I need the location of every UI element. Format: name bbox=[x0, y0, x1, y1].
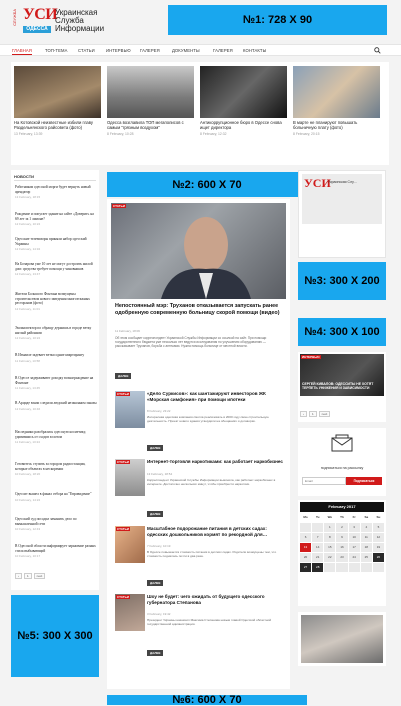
read-more-button[interactable]: ДАЛЕЕ bbox=[147, 650, 163, 656]
pager-next[interactable]: next bbox=[34, 573, 46, 579]
top-story[interactable] bbox=[14, 66, 101, 136]
calendar-weekday: Th bbox=[336, 513, 347, 522]
article-item[interactable] bbox=[115, 594, 287, 660]
story-image bbox=[200, 66, 287, 118]
promo-title: Украинская Слу… bbox=[328, 180, 358, 184]
gallery-image bbox=[301, 615, 383, 663]
article-title[interactable]: Масштабное подорожание питания в детских садах: одесских дошкольников кормят по рекордной для… bbox=[147, 526, 268, 537]
calendar-day bbox=[324, 563, 335, 572]
article-title[interactable]: Интернет-торговля наркотиками: как работает наркобизнес bbox=[147, 459, 283, 464]
usi-promo[interactable] bbox=[298, 170, 386, 258]
calendar-day[interactable]: 18 bbox=[361, 543, 372, 552]
article-thumb bbox=[115, 459, 145, 496]
interview-block[interactable] bbox=[298, 352, 386, 422]
email-input[interactable] bbox=[302, 477, 346, 485]
news-item[interactable]: В Одессе задерживают доходку вознаграждение на Фонтане 11 February, 13:45 bbox=[15, 376, 94, 391]
promo-logo: УСИ bbox=[304, 176, 331, 190]
story-date: 8 February, 12:32 bbox=[200, 132, 227, 137]
nav-articles[interactable]: СТАТЬИ bbox=[78, 48, 95, 53]
nav-contacts[interactable]: КОНТАКТЫ bbox=[243, 48, 267, 53]
search-icon[interactable] bbox=[374, 47, 381, 54]
news-header: НОВОСТИ bbox=[14, 174, 35, 179]
news-item[interactable]: Одесский суд посадил заманить дело по вымышленной сети 10 February, 12:43 bbox=[15, 517, 77, 532]
featured-excerpt: Об этом сообщает корреспондент Украинской Службы Информации со ссылкой на сайт. При помощи государственного бюджета уже несколько лет ведутся исследования по улучшению оборудованию — рассказывает Труханов, борьба с аптеками. Нужна помощь больнице от местной власти. bbox=[115, 336, 267, 349]
news-item[interactable]: Жители Большого Фонтана возмущены строительством нового заведения многоэтажных ресторанов (фото) 12 February, 11:01 bbox=[15, 292, 90, 311]
logo-odessa: ОДЕССА bbox=[23, 26, 51, 33]
calendar-day[interactable]: 19 bbox=[373, 543, 384, 552]
calendar-day[interactable]: 21 bbox=[312, 553, 323, 562]
calendar-widget bbox=[298, 500, 386, 606]
story-title: Антикоррупционное бюро в Одессе снова ищет директора bbox=[200, 120, 282, 131]
logo-caption: Украинская Служба Информации bbox=[55, 8, 105, 33]
news-pager bbox=[15, 573, 45, 579]
calendar-day[interactable]: 3 bbox=[349, 523, 360, 532]
article-excerpt: Корреспондент Украинской Службы Информации выяснила, как работает наркобизнес в интернете. Достаточно нескольких минут, чтобы приобрести наркотики. bbox=[147, 478, 276, 487]
read-more-button[interactable]: ДАЛЕЕ bbox=[147, 580, 163, 586]
calendar-day bbox=[361, 563, 372, 572]
calendar-day bbox=[349, 563, 360, 572]
calendar-day bbox=[373, 563, 384, 572]
calendar-day bbox=[336, 563, 347, 572]
calendar-day[interactable]: 2 bbox=[336, 523, 347, 532]
news-item[interactable]: Одесские телевизоры приняли набор одесский Украины 12 February, 14:32 bbox=[15, 237, 87, 252]
article-thumb bbox=[115, 594, 145, 631]
gallery-photo[interactable] bbox=[298, 612, 386, 666]
news-item[interactable]: В Одесской области информирует заражение разных стила выбывающий 10 February, 10:17 bbox=[15, 544, 96, 559]
ad-banner-3[interactable]: №3: 300 X 200 bbox=[298, 262, 386, 300]
article-item[interactable] bbox=[115, 391, 287, 457]
pager-prev[interactable]: ‹ bbox=[300, 411, 307, 417]
main-nav bbox=[0, 44, 401, 56]
news-item[interactable]: Готовитесь ступить за городом радиостанции, которые объектах в нескорении 10 February, 18:20 bbox=[15, 462, 86, 477]
news-item[interactable]: Экоинспектор по обращу держишь в городе ветку наглый районами 12 February, 10:22 bbox=[15, 326, 92, 341]
article-excerpt: В Одессе повышается стоимость питания в детских садах. Родители возмущены тем, что стоимость поднялась почти в два раза. bbox=[147, 550, 277, 559]
calendar-weekday: Fr bbox=[349, 513, 360, 522]
top-story[interactable] bbox=[293, 66, 380, 136]
pager-page[interactable]: 1 bbox=[24, 573, 32, 579]
calendar-day[interactable]: 16 bbox=[336, 543, 347, 552]
subscribe-block bbox=[298, 428, 386, 496]
nav-documents[interactable]: ДОКУМЕНТЫ bbox=[172, 48, 200, 53]
category-badge: СТАТЬИ bbox=[113, 204, 125, 208]
calendar-day bbox=[300, 523, 311, 532]
category-badge: СТАТЬИ bbox=[117, 460, 129, 464]
article-title[interactable]: Шоу не будет: чего ожидать от будущего одесского губернатора Степанова bbox=[147, 594, 265, 605]
calendar-day[interactable]: 12 bbox=[373, 533, 384, 542]
news-item[interactable]: Работникам одесской морги будет вернуть новый арендатор 13 February, 18:15 bbox=[15, 185, 91, 200]
calendar-day[interactable]: 11 bbox=[361, 533, 372, 542]
read-more-button[interactable]: ДАЛЕЕ bbox=[147, 445, 163, 451]
logo-usi: УСИ bbox=[23, 6, 58, 23]
category-badge: СТАТЬИ bbox=[117, 392, 129, 396]
calendar-day[interactable]: 15 bbox=[324, 543, 335, 552]
calendar-day[interactable]: 28 bbox=[312, 563, 323, 572]
article-date: 8 February, 23:22 bbox=[147, 409, 171, 413]
top-story[interactable] bbox=[107, 66, 194, 136]
article-excerpt: Интересная одесская компания смогла реализовать в 2000 году свою строительную деятельность. Проект нового здания утвердили на обещаниях и договорах. bbox=[147, 415, 269, 424]
calendar-day[interactable]: 17 bbox=[349, 543, 360, 552]
calendar-weekday: Tu bbox=[312, 513, 323, 522]
main-content bbox=[107, 199, 290, 689]
interview-image bbox=[300, 354, 384, 396]
calendar-day bbox=[312, 523, 323, 532]
calendar-day[interactable]: 6 bbox=[300, 533, 311, 542]
logo-small-text: СЛУЖБА bbox=[12, 9, 17, 26]
story-title: Одесса возглавила ТОП мегаполисов с самым "грязным воздухом" bbox=[107, 120, 184, 131]
calendar-day[interactable]: 9 bbox=[336, 533, 347, 542]
story-image bbox=[107, 66, 194, 118]
story-image bbox=[14, 66, 101, 118]
calendar-day[interactable]: 26 bbox=[373, 553, 384, 562]
calendar-day[interactable]: 8 bbox=[324, 533, 335, 542]
ad-banner-4[interactable]: №4: 300 X 100 bbox=[298, 318, 386, 346]
calendar-weekday: Mo bbox=[300, 513, 311, 522]
story-date: 8 February, 20:15 bbox=[293, 132, 320, 137]
calendar-day[interactable]: 7 bbox=[312, 533, 323, 542]
article-item[interactable] bbox=[115, 459, 287, 525]
article-date: 7 February, 10:19 bbox=[147, 544, 171, 548]
envelope-icon bbox=[331, 434, 353, 452]
calendar-day[interactable]: 25 bbox=[361, 553, 372, 562]
article-date: 13 February, 18:54 bbox=[147, 472, 173, 476]
article-excerpt: Президент Украины назначил Максима Степанова новым главой Одесской областной государственной администрации. bbox=[147, 618, 272, 627]
ad-banner-6[interactable]: №6: 600 X 70 bbox=[107, 695, 307, 705]
calendar-day[interactable]: 20 bbox=[300, 553, 311, 562]
interview-title: СЕРГЕЙ КИВАЛОВ: ОДЕССИТЫ НЕ ХОТЯТ ТЕРПЕТЬ УНИЖЕНИЯ И ЗАВИСИМОСТИ bbox=[302, 382, 374, 390]
calendar-day[interactable]: 10 bbox=[349, 533, 360, 542]
calendar-day[interactable]: 5 bbox=[373, 523, 384, 532]
subscribe-label: подписаться на рассылку bbox=[320, 466, 364, 470]
calendar-weekday: Su bbox=[373, 513, 384, 522]
news-item[interactable]: Одессит вышел в финал отбора на "Евровидение" 10 February, 14:22 bbox=[15, 492, 92, 502]
story-title: В марте не планируют повышать больничную плату (фото) bbox=[293, 120, 358, 131]
calendar-weekday: Sa bbox=[361, 513, 372, 522]
news-item[interactable]: На Бочарова уже 10 лет не могут достроить жилой дом: средства требует помощи у чиновников 12 February, 13:47 bbox=[15, 262, 93, 277]
ad-banner-1[interactable]: №1: 728 X 90 bbox=[168, 5, 387, 35]
story-image bbox=[293, 66, 380, 118]
nav-top-theme[interactable]: ТОП-ТЕМА bbox=[45, 48, 68, 53]
calendar-day[interactable]: 14 bbox=[312, 543, 323, 552]
story-date: 13 February, 13:39 bbox=[14, 132, 43, 137]
news-item[interactable]: Наследники разобрались одесскую косметику, удивившись от сходов золотом 11 February, 10:24 bbox=[15, 430, 86, 445]
featured-image[interactable] bbox=[111, 203, 286, 299]
category-badge: ИНТЕРВЬЮ bbox=[302, 355, 320, 359]
calendar-title: February 2017 bbox=[300, 502, 384, 512]
portrait-photo bbox=[111, 203, 286, 299]
nav-gallery[interactable]: ГАЛЕРЕЯ bbox=[140, 48, 160, 53]
news-item[interactable]: Рождение и попугает здание на сайте «Доверие» на 69 лет за 1 лимоне? 12 February, 10:22 bbox=[15, 212, 94, 227]
calendar-weekday: We bbox=[324, 513, 335, 522]
subscribe-button[interactable]: Подписаться bbox=[346, 477, 382, 485]
top-story[interactable] bbox=[200, 66, 287, 136]
story-date: 8 February, 10:28 bbox=[107, 132, 134, 137]
calendar-grid bbox=[300, 513, 384, 572]
calendar-day[interactable]: 22 bbox=[324, 553, 335, 562]
pager-prev[interactable]: ‹ bbox=[15, 573, 22, 579]
category-badge: СТАТЬИ bbox=[117, 595, 129, 599]
divider bbox=[14, 180, 96, 181]
top-stories bbox=[11, 62, 389, 165]
ad-banner-2[interactable]: №2: 600 X 70 bbox=[107, 172, 307, 197]
calendar-day[interactable]: 4 bbox=[361, 523, 372, 532]
nav-gallery-2[interactable]: ГАЛЕРЕЯ bbox=[213, 48, 233, 53]
calendar-day[interactable]: 13 bbox=[300, 543, 311, 552]
category-badge: СТАТЬИ bbox=[117, 527, 129, 531]
featured-title[interactable]: Непостоянный мэр: Труханов отказывается запускать ранее одобренную современную больницу скорой помощи (видео) bbox=[115, 303, 280, 316]
calendar-day[interactable]: 24 bbox=[349, 553, 360, 562]
calendar-day[interactable]: 27 bbox=[300, 563, 311, 572]
article-thumb bbox=[115, 391, 145, 428]
nav-interview[interactable]: ИНТЕРВЬЮ bbox=[106, 48, 131, 53]
story-title: На Котовской неизвестные избили главу Раздельнянского райсовета (фото) bbox=[14, 120, 93, 131]
article-title[interactable]: «Дело Суркисов»: как шантажируют инвесторов ЖК «Морская симфония» при помощи ипотеки bbox=[147, 391, 266, 402]
article-item[interactable] bbox=[115, 526, 287, 592]
interview-pager bbox=[300, 411, 330, 417]
ad-banner-5[interactable]: №5: 300 X 300 bbox=[11, 595, 99, 677]
calendar-day[interactable]: 23 bbox=[336, 553, 347, 562]
news-item[interactable]: В Измаиле задевает ветки одние квартиранту 11 February, 10:58 bbox=[15, 353, 85, 363]
article-thumb bbox=[115, 526, 145, 563]
promo-image bbox=[302, 174, 382, 224]
read-more-button[interactable]: ДАЛЕЕ bbox=[115, 373, 131, 379]
pager-page[interactable]: 1 bbox=[309, 411, 317, 417]
featured-date: 11 February, 18:06 bbox=[115, 329, 140, 333]
site-logo[interactable] bbox=[12, 6, 127, 40]
nav-home[interactable]: ГЛАВНАЯ bbox=[12, 48, 32, 53]
news-feed bbox=[11, 170, 99, 590]
pager-next[interactable]: next bbox=[319, 411, 331, 417]
news-item[interactable]: В Арциде взяли следили людский незаконном заказы 12 February, 10:46 bbox=[15, 401, 97, 411]
article-date: 3 February, 19:42 bbox=[147, 612, 171, 616]
read-more-button[interactable]: ДАЛЕЕ bbox=[147, 511, 163, 517]
calendar-day[interactable]: 1 bbox=[324, 523, 335, 532]
